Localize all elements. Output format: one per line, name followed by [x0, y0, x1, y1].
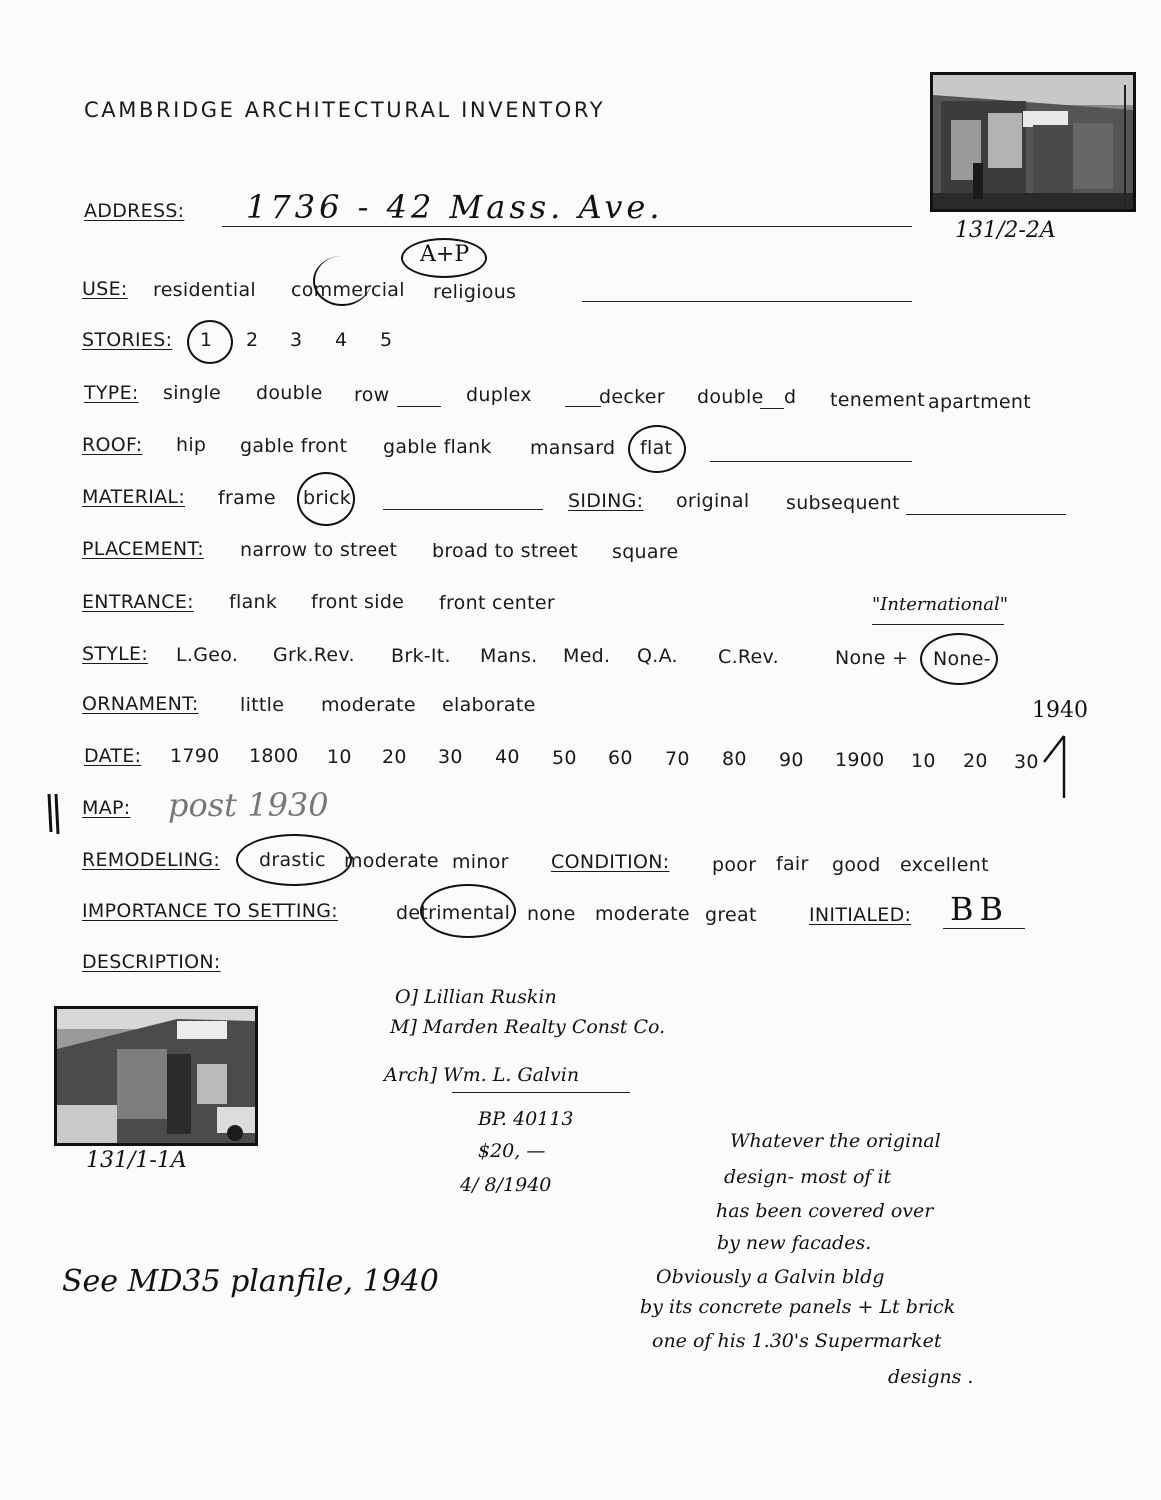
roof-flat[interactable]: flat: [640, 437, 673, 459]
date-90[interactable]: 90: [779, 749, 804, 771]
comment-line-8: designs .: [888, 1366, 974, 1388]
date-50[interactable]: 50: [552, 747, 577, 769]
siding-subsequent[interactable]: subsequent: [786, 492, 900, 514]
style-crev[interactable]: C.Rev.: [718, 646, 779, 668]
roof-line: [710, 461, 912, 462]
style-mans[interactable]: Mans.: [480, 645, 538, 667]
material-label: MATERIAL:: [82, 486, 186, 508]
placement-narrow[interactable]: narrow to street: [240, 539, 398, 561]
material-brick[interactable]: brick: [303, 487, 352, 509]
photo-bottom-caption: 131/1-1A: [86, 1148, 187, 1173]
initialed-label: INITIALED:: [809, 904, 912, 926]
use-note: A+P: [420, 242, 470, 267]
style-selection-circle: [920, 633, 998, 685]
comment-line-6: by its concrete panels + Lt brick: [640, 1296, 956, 1318]
remodeling-drastic[interactable]: drastic: [259, 849, 326, 871]
date-1790[interactable]: 1790: [170, 745, 220, 767]
use-residential[interactable]: residential: [153, 279, 257, 301]
date-1910[interactable]: 10: [911, 750, 936, 772]
condition-good[interactable]: good: [832, 854, 881, 876]
remodeling-moderate[interactable]: moderate: [344, 850, 439, 872]
type-decker-line: [565, 406, 601, 407]
style-lgeo[interactable]: L.Geo.: [176, 644, 239, 666]
type-single[interactable]: single: [163, 382, 222, 404]
style-note: "International": [872, 594, 1008, 615]
architect-note: Arch] Wm. L. Galvin: [384, 1064, 580, 1086]
style-grkrev[interactable]: Grk.Rev.: [273, 644, 355, 666]
entrance-front-side[interactable]: front side: [311, 591, 405, 613]
material-selection-circle: [297, 472, 355, 526]
type-row[interactable]: row: [354, 384, 390, 406]
stories-3[interactable]: 3: [290, 329, 303, 351]
planfile-note: See MD35 planfile, 1940: [62, 1264, 439, 1299]
comment-line-5: Obviously a Galvin bldg: [656, 1266, 885, 1288]
placement-label: PLACEMENT:: [82, 538, 204, 560]
date-permit-note: 4/ 8/1940: [460, 1174, 552, 1196]
photo-top-caption: 131/2-2A: [955, 218, 1056, 243]
style-note-line: [872, 624, 1004, 625]
stories-5[interactable]: 5: [380, 329, 393, 351]
type-double-d-line: [760, 408, 784, 409]
style-label: STYLE:: [82, 643, 149, 665]
stories-label: STORIES:: [82, 329, 173, 351]
style-qa[interactable]: Q.A.: [637, 645, 678, 667]
date-20[interactable]: 20: [382, 746, 407, 768]
use-religious[interactable]: religious: [433, 281, 517, 303]
date-1900[interactable]: 1900: [835, 749, 885, 771]
style-brkit[interactable]: Brk-It.: [391, 645, 451, 667]
type-d: d: [784, 386, 797, 408]
condition-poor[interactable]: poor: [712, 854, 757, 876]
use-selection-circle: [313, 256, 371, 306]
permit-note: BP. 40113: [478, 1108, 574, 1130]
siding-line: [906, 514, 1066, 515]
remodeling-selection-circle: [236, 834, 352, 886]
condition-fair[interactable]: fair: [776, 853, 809, 875]
date-60[interactable]: 60: [608, 747, 633, 769]
importance-detrimental[interactable]: detrimental: [396, 902, 511, 924]
style-none-minus[interactable]: None-: [933, 648, 991, 670]
map-label: MAP:: [82, 797, 131, 819]
storefront-photo-top: [930, 72, 1136, 212]
roof-selection-circle: [628, 425, 686, 473]
importance-label: IMPORTANCE TO SETTING:: [82, 900, 338, 922]
roof-mansard[interactable]: mansard: [530, 437, 616, 459]
comment-line-1: Whatever the original: [730, 1130, 941, 1152]
description-label: DESCRIPTION:: [82, 951, 221, 973]
comment-line-4: by new facades.: [717, 1232, 872, 1254]
stories-selection-circle: [187, 320, 233, 364]
type-duplex[interactable]: duplex: [466, 384, 532, 406]
siding-original[interactable]: original: [676, 490, 750, 512]
type-tenement[interactable]: tenement: [830, 389, 925, 411]
placement-square[interactable]: square: [612, 541, 679, 563]
storefront-photo-bottom: [54, 1006, 258, 1146]
architect-underline: [452, 1092, 630, 1093]
remodeling-minor[interactable]: minor: [452, 851, 509, 873]
map-value[interactable]: post 1930: [168, 786, 329, 824]
ornament-label: ORNAMENT:: [82, 693, 199, 715]
comment-line-3: has been covered over: [716, 1200, 934, 1222]
date-1920[interactable]: 20: [963, 750, 988, 772]
placement-broad[interactable]: broad to street: [432, 540, 579, 562]
date-1930[interactable]: 30: [1014, 751, 1039, 773]
ornament-elaborate[interactable]: elaborate: [442, 694, 536, 716]
stories-1[interactable]: 1: [200, 329, 213, 351]
date-80[interactable]: 80: [722, 748, 747, 770]
address-value[interactable]: 1736 - 42 Mass. Ave.: [246, 188, 664, 226]
ornament-little[interactable]: little: [240, 694, 285, 716]
importance-selection-circle: [420, 884, 516, 938]
entrance-front-center[interactable]: front center: [439, 592, 555, 614]
entrance-flank[interactable]: flank: [229, 591, 278, 613]
stories-2[interactable]: 2: [246, 329, 259, 351]
form-title: CAMBRIDGE ARCHITECTURAL INVENTORY: [84, 98, 606, 122]
type-double[interactable]: double: [256, 382, 323, 404]
type-apartment[interactable]: apartment: [928, 391, 1031, 413]
roof-gable-front[interactable]: gable front: [240, 435, 348, 457]
address-line: [222, 226, 912, 227]
date-label: DATE:: [84, 745, 142, 767]
initialed-line: [943, 928, 1025, 929]
date-1800[interactable]: 1800: [249, 745, 299, 767]
entrance-label: ENTRANCE:: [82, 591, 194, 613]
date-10[interactable]: 10: [327, 746, 352, 768]
date-40[interactable]: 40: [495, 746, 520, 768]
builder-note: M] Marden Realty Const Co.: [390, 1016, 666, 1038]
initialed-value[interactable]: BB: [950, 890, 1010, 928]
roof-label: ROOF:: [82, 434, 143, 456]
date-arrow: [1040, 728, 1076, 800]
comment-line-7: one of his 1.30's Supermarket: [652, 1330, 942, 1352]
address-label: ADDRESS:: [84, 200, 185, 222]
importance-none[interactable]: none: [527, 903, 576, 925]
margin-mark: [46, 792, 62, 836]
importance-moderate[interactable]: moderate: [595, 903, 690, 925]
remodeling-label: REMODELING:: [82, 849, 221, 871]
type-row-line: [397, 406, 441, 407]
material-line: [383, 509, 543, 510]
stories-4[interactable]: 4: [335, 329, 348, 351]
siding-label: SIDING:: [568, 490, 644, 512]
use-commercial[interactable]: commercial: [291, 279, 405, 301]
date-note: 1940: [1032, 698, 1088, 723]
condition-label: CONDITION:: [551, 851, 670, 873]
ornament-moderate[interactable]: moderate: [321, 694, 416, 716]
type-label: TYPE:: [84, 382, 139, 404]
comment-line-2: design- most of it: [724, 1166, 892, 1188]
owner-note: O] Lillian Ruskin: [395, 986, 557, 1008]
style-med[interactable]: Med.: [563, 645, 611, 667]
importance-great[interactable]: great: [705, 904, 757, 926]
date-70[interactable]: 70: [665, 748, 690, 770]
roof-hip[interactable]: hip: [176, 434, 207, 456]
cost-note: $20, —: [478, 1140, 546, 1162]
type-decker[interactable]: decker: [599, 386, 665, 408]
roof-gable-flank[interactable]: gable flank: [383, 436, 492, 458]
use-line: [582, 301, 912, 302]
style-none-plus[interactable]: None +: [835, 647, 909, 669]
material-frame[interactable]: frame: [218, 487, 276, 509]
condition-excellent[interactable]: excellent: [900, 854, 989, 876]
date-30[interactable]: 30: [438, 746, 463, 768]
type-double-d[interactable]: double: [697, 386, 764, 408]
use-label: USE:: [82, 278, 128, 300]
